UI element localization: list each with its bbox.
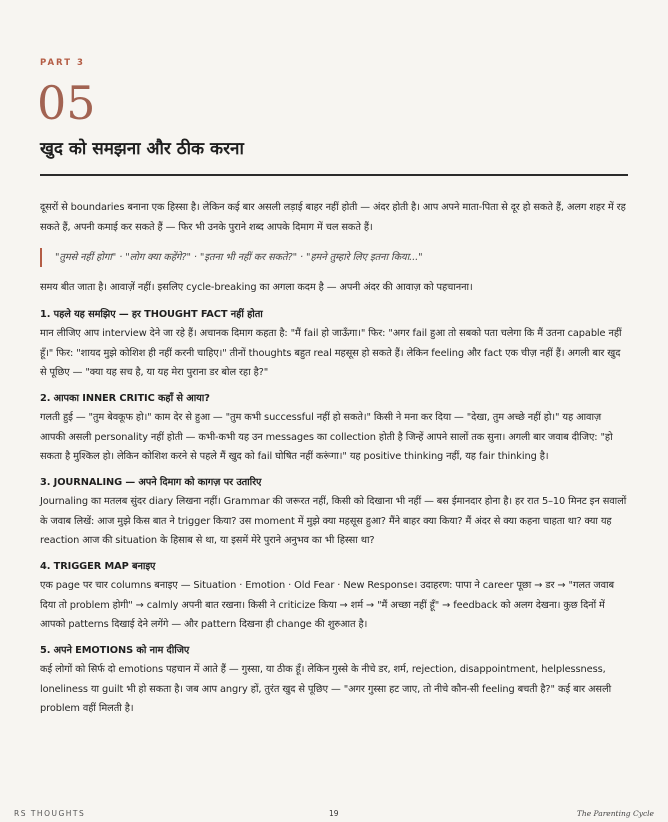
section-text: कई लोगों को सिर्फ दो emotions पहचान में आते हैं — गुस्सा, या ठीक हूँ। लेकिन गुस्से के नीचे डर, शर्म, rejection, disappointment, helplessness, loneliness या guilt भी हो सकता है। जब आप angry हों, तुरंत खुद से पूछिए — "अगर गुस्सा हट जाए, तो नीचे कौन-सी feeling बचती है?" कई बार असली problem वहीं मिलती है। bbox=[40, 664, 612, 714]
section-heading: 1. पहले यह समझिए — हर THOUGHT FACT नहीं होता bbox=[40, 308, 263, 320]
part-label: PART 3 bbox=[40, 58, 85, 68]
section-heading: 2. आपका INNER CRITIC कहाँ से आया? bbox=[40, 392, 210, 404]
chapter-number: 05 bbox=[37, 76, 96, 130]
page-number: 19 bbox=[329, 809, 339, 818]
section-text: एक page पर चार columns बनाइए — Situation · Emotion · Old Fear · New Response। उदाहरण: पापा ने career पूछा → डर → "गलत जवाब दिया तो problem होगी" → calmly अपनी बात रखना। किसी ने criticize किया → शर्म → "मैं अच्छा नहीं हूँ" → feedback को अलग देखना। कुछ दिनों में आपको patterns दिखाई देने लगेंगे — और pattern दिखना ही change की शुरुआत है। bbox=[40, 580, 614, 630]
section-heading: 3. JOURNALING — अपने दिमाग को कागज़ पर उतारिए bbox=[40, 476, 262, 488]
intro-paragraph: दूसरों से boundaries बनाना एक हिस्सा है। लेकिन कई बार असली लड़ाई बाहर नहीं होती — अंदर होती है। आप अपने माता-पिता से दूर हो सकते हैं, अलग शहर में रह सकते हैं, अपनी कमाई कर सकते हैं — फिर भी उनके पुराने शब्द आपके दिमाग में चल सकते हैं। bbox=[40, 202, 626, 233]
title-divider bbox=[40, 174, 628, 176]
footer-brand: RS THOUGHTS bbox=[14, 809, 86, 818]
section-4 bbox=[40, 557, 628, 635]
section-heading: 5. अपने EMOTIONS को नाम दीजिए bbox=[40, 644, 190, 656]
section-text: गलती हुई — "तुम बेवकूफ हो।" काम देर से हुआ — "तुम कभी successful नहीं हो सकते।" किसी ने मना कर दिया — "देखा, तुम अच्छे नहीं हो।" यह आवाज़ आपकी असली personality नहीं होती — कभी-कभी यह उन messages का collection होती है जिन्हें आपने सालों तक सुना। अगली बार जवाब दीजिए: "हो सकता है मुश्किल हो। लेकिन कोशिश करने से पहले मैं खुद को fail घोषित नहीं करूंगा।" यह positive thinking नहीं, यह fair thinking है। bbox=[40, 412, 613, 462]
section-text: Journaling का मतलब सुंदर diary लिखना नहीं। Grammar की जरूरत नहीं, किसी को दिखाना भी नहीं — बस ईमानदार होना है। हर रात 5–10 मिनट इन सवालों के जवाब लिखें: आज मुझे किस बात ने trigger किया? उस moment में मुझे क्या महसूस हुआ? मैंने बाहर क्या किया? मैं अंदर से क्या कहना चाहता था? क्या यह reaction आज की situation के हिसाब से था, या इसमें मेरे पुराने अनुभव का भी हिस्सा था? bbox=[40, 496, 627, 546]
page-footer bbox=[0, 809, 668, 822]
section-heading: 4. TRIGGER MAP बनाइए bbox=[40, 560, 156, 572]
footer-book-title: The Parenting Cycle bbox=[576, 809, 654, 818]
section-text: मान लीजिए आप interview देने जा रहे हैं। अचानक दिमाग कहता है: "मैं fail हो जाऊँगा।" फिर: "अगर fail हुआ तो सबको पता चलेगा कि मैं उतना capable नहीं हूँ।" फिर: "शायद मुझे कोशिश ही नहीं करनी चाहिए।" तीनों thoughts बहुत real महसूस हो सकते हैं। लेकिन feeling और fact एक चीज़ नहीं हैं। अगली बार खुद से पूछिए — "क्या यह सच है, या यह मेरा पुराना डर बोल रहा है?" bbox=[40, 328, 622, 378]
section-2 bbox=[40, 389, 628, 467]
pull-quote: "तुमसे नहीं होगा" · "लोग क्या कहेंगे?" · "इतना भी नहीं कर सकते?" · "हमने तुम्हारे लिए इतना किया..." bbox=[40, 248, 628, 267]
section-5 bbox=[40, 641, 628, 719]
section-3 bbox=[40, 473, 628, 551]
chapter-title: खुद को समझना और ठीक करना bbox=[40, 139, 244, 159]
intro-paragraph-2: समय बीत जाता है। आवाज़ें नहीं। इसलिए cycle-breaking का अगला कदम है — अपनी अंदर की आवाज़ को पहचानना। bbox=[40, 282, 473, 293]
chapter-body bbox=[40, 198, 628, 723]
section-1 bbox=[40, 305, 628, 383]
